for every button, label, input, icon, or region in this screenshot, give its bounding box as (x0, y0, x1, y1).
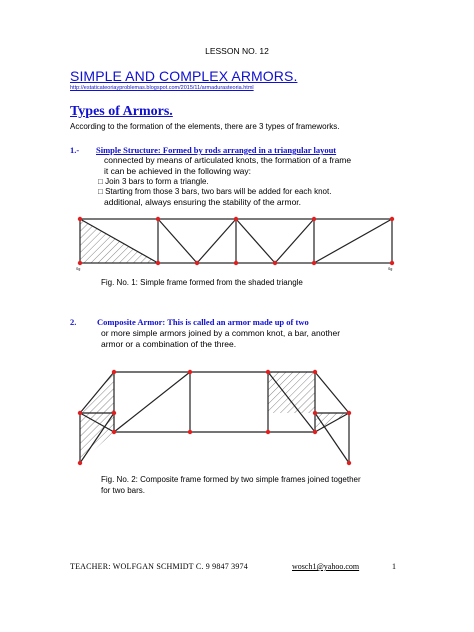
item2-heading: Composite Armor: This is called an armor made up of two (97, 317, 309, 327)
intro-text: According to the formation of the elements, there are 3 types of frameworks. (70, 122, 340, 131)
figure-2-caption-line-2: for two bars. (101, 486, 146, 495)
figure-2-caption-line-1: Fig. No. 2: Composite frame formed by two simple frames joined together (101, 475, 361, 484)
support-left-label: Sg (76, 267, 81, 271)
item1-line-2: it can be achieved in the following way: (104, 166, 251, 176)
item1-line-1: connected by means of articulated knots, the formation of a frame (104, 155, 352, 165)
figure-2-composite-truss (78, 370, 351, 465)
source-link[interactable]: http://estaticateoriayproblemas.blogspot.com/2015/11/armadurasteoria.html (70, 85, 254, 91)
item2-number: 2. (70, 317, 77, 327)
section-heading-types: Types of Armors. (70, 104, 173, 119)
item1-continuation: additional, always ensuring the stability of the armor. (104, 197, 302, 207)
item1-bullet-text-2: Starting from those 3 bars, two bars will be added for each knot. (105, 187, 332, 196)
bullet-box-icon: □ (98, 177, 103, 186)
figure-1-caption: Fig. No. 1: Simple frame formed from the shaded triangle (101, 278, 303, 287)
item2-line-1: or more simple armors joined by a common knot, a bar, another (101, 328, 341, 338)
lesson-label: LESSON NO. 12 (205, 46, 269, 56)
item1-number: 1.- (70, 145, 80, 155)
right-shaded-upper (268, 372, 315, 413)
item1-heading: Simple Structure: Formed by rods arranged in a triangular layout (96, 145, 337, 155)
page-title: SIMPLE AND COMPLEX ARMORS. (70, 68, 298, 84)
support-right-label: Sg (388, 267, 393, 271)
item2-line-2: armor or a combination of the three. (101, 339, 237, 349)
bullet-box-icon: □ (98, 187, 103, 196)
footer-email-link[interactable]: wosch1@yahoo.com (292, 562, 360, 571)
page-number: 1 (392, 562, 396, 571)
footer-teacher: TEACHER: WOLFGAN SCHMIDT C. 9 9847 3974 (70, 562, 248, 571)
item1-bullet-text-1: Join 3 bars to form a triangle. (105, 177, 209, 186)
